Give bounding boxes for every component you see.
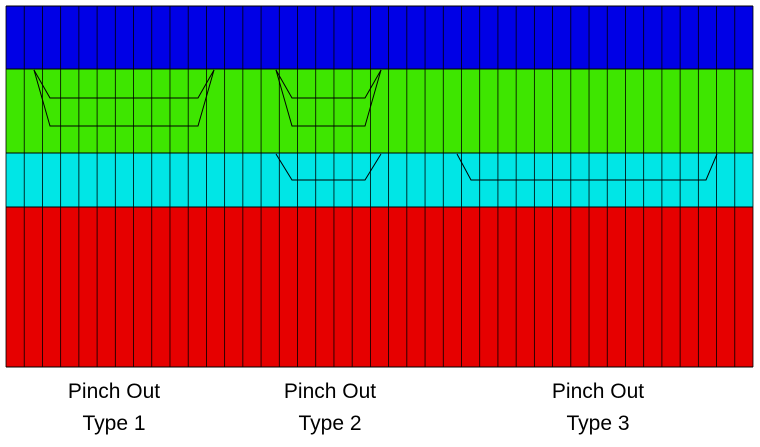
layer-4-band: [6, 207, 753, 367]
caption-3-line-2: Type 3: [566, 412, 630, 435]
caption-pinch-out-type-2: [220, 376, 440, 440]
caption-pinch-out-type-3: [488, 376, 708, 440]
caption-2-line-1: Pinch Out: [283, 380, 377, 403]
layer-2-band: [6, 69, 753, 153]
caption-pinch-out-type-1: [4, 376, 224, 440]
caption-1-line-1: Pinch Out: [67, 380, 161, 403]
caption-3-line-1: Pinch Out: [551, 380, 645, 403]
caption-2-line-2: Type 2: [298, 412, 362, 435]
layer-1-band: [6, 6, 753, 69]
caption-1-line-2: Type 1: [82, 412, 146, 435]
